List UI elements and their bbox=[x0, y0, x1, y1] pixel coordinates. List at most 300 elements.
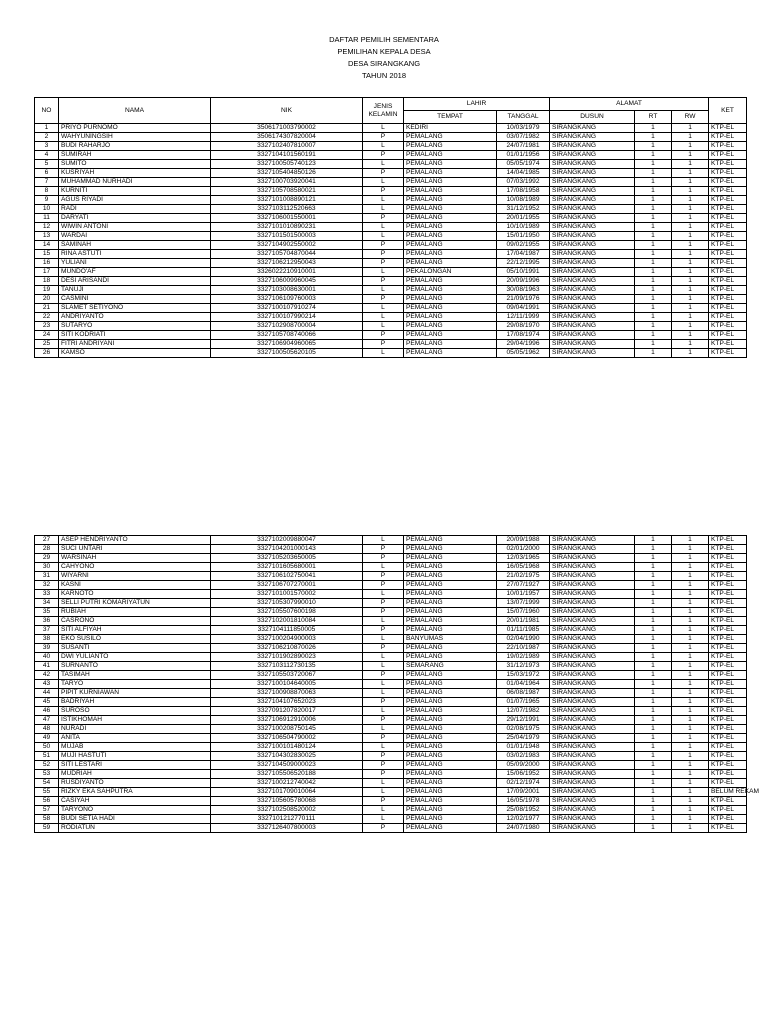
cell-no: 45 bbox=[35, 698, 59, 707]
cell-nama: NURADI bbox=[59, 725, 211, 734]
cell-no: 40 bbox=[35, 653, 59, 662]
cell-dusun: SIRANGKANG bbox=[550, 304, 635, 313]
cell-nama: BADRIYAH bbox=[59, 698, 211, 707]
cell-rw: 1 bbox=[672, 160, 709, 169]
cell-tanggal: 17/08/1974 bbox=[497, 331, 550, 340]
cell-nik: 3327100104640005 bbox=[211, 680, 363, 689]
doc-title-line3: DESA SIRANGKANG bbox=[347, 59, 421, 68]
cell-rw: 1 bbox=[672, 635, 709, 644]
table-row bbox=[35, 662, 747, 671]
cell-tanggal: 27/07/1927 bbox=[497, 581, 550, 590]
cell-rt: 1 bbox=[635, 608, 672, 617]
cell-nik: 3506174307820004 bbox=[211, 133, 363, 142]
table-row bbox=[35, 349, 747, 358]
cell-rw: 1 bbox=[672, 340, 709, 349]
cell-rw: 1 bbox=[672, 716, 709, 725]
cell-rw: 1 bbox=[672, 223, 709, 232]
cell-tanggal: 06/08/1987 bbox=[497, 689, 550, 698]
cell-jk: P bbox=[363, 752, 404, 761]
cell-jk: L bbox=[363, 806, 404, 815]
table-row bbox=[35, 797, 747, 806]
cell-jk: L bbox=[363, 563, 404, 572]
cell-no: 10 bbox=[35, 205, 59, 214]
cell-ket: KTP-EL bbox=[709, 689, 747, 698]
cell-dusun: SIRANGKANG bbox=[550, 797, 635, 806]
cell-ket: KTP-EL bbox=[709, 268, 747, 277]
cell-rw: 1 bbox=[672, 662, 709, 671]
table-row bbox=[35, 268, 747, 277]
cell-rt: 1 bbox=[635, 178, 672, 187]
cell-jk: L bbox=[363, 142, 404, 151]
table-row bbox=[35, 617, 747, 626]
cell-no: 38 bbox=[35, 635, 59, 644]
cell-rw: 1 bbox=[672, 232, 709, 241]
cell-nama: SUTARYO bbox=[59, 322, 211, 331]
cell-tanggal: 10/03/1979 bbox=[497, 124, 550, 133]
cell-jk: P bbox=[363, 241, 404, 250]
cell-jk: L bbox=[363, 268, 404, 277]
cell-no: 22 bbox=[35, 313, 59, 322]
cell-nama: SUMIRAH bbox=[59, 151, 211, 160]
cell-nik: 3327106707270001 bbox=[211, 581, 363, 590]
cell-rt: 1 bbox=[635, 662, 672, 671]
cell-ket: KTP-EL bbox=[709, 142, 747, 151]
col-header-rt: RT bbox=[635, 111, 672, 124]
cell-no: 8 bbox=[35, 187, 59, 196]
cell-rw: 1 bbox=[672, 608, 709, 617]
cell-dusun: SIRANGKANG bbox=[550, 662, 635, 671]
cell-jk: P bbox=[363, 133, 404, 142]
cell-no: 11 bbox=[35, 214, 59, 223]
cell-tempat: KEDIRI bbox=[404, 124, 497, 133]
cell-nama: MUDRIAH bbox=[59, 770, 211, 779]
cell-tanggal: 13/07/1999 bbox=[497, 599, 550, 608]
cell-rw: 1 bbox=[672, 545, 709, 554]
cell-rw: 1 bbox=[672, 322, 709, 331]
cell-tempat: PEMALANG bbox=[404, 752, 497, 761]
table-row bbox=[35, 187, 747, 196]
cell-jk: P bbox=[363, 734, 404, 743]
cell-ket: KTP-EL bbox=[709, 160, 747, 169]
cell-rt: 1 bbox=[635, 725, 672, 734]
cell-tanggal: 01/01/1948 bbox=[497, 743, 550, 752]
cell-rw: 1 bbox=[672, 295, 709, 304]
cell-no: 58 bbox=[35, 815, 59, 824]
cell-tempat: SEMARANG bbox=[404, 662, 497, 671]
cell-nama: WAHYUNINGSIH bbox=[59, 133, 211, 142]
cell-nama: KASNI bbox=[59, 581, 211, 590]
cell-dusun: SIRANGKANG bbox=[550, 340, 635, 349]
cell-tempat: PEMALANG bbox=[404, 680, 497, 689]
cell-ket: KTP-EL bbox=[709, 644, 747, 653]
cell-tanggal: 21/09/1976 bbox=[497, 295, 550, 304]
cell-nik: 3326022210910001 bbox=[211, 268, 363, 277]
cell-jk: L bbox=[363, 322, 404, 331]
cell-tanggal: 24/07/1981 bbox=[497, 142, 550, 151]
cell-rt: 1 bbox=[635, 151, 672, 160]
cell-nama: SURNANTO bbox=[59, 662, 211, 671]
cell-rw: 1 bbox=[672, 572, 709, 581]
cell-rt: 1 bbox=[635, 590, 672, 599]
cell-jk: L bbox=[363, 815, 404, 824]
cell-no: 2 bbox=[35, 133, 59, 142]
table-row bbox=[35, 752, 747, 761]
cell-jk: L bbox=[363, 349, 404, 358]
cell-nama: PRIYO PURNOMO bbox=[59, 124, 211, 133]
cell-dusun: SIRANGKANG bbox=[550, 160, 635, 169]
cell-nama: TARYONO bbox=[59, 806, 211, 815]
cell-ket: KTP-EL bbox=[709, 626, 747, 635]
cell-nik: 3327103008630001 bbox=[211, 286, 363, 295]
cell-nama: SITI LESTARI bbox=[59, 761, 211, 770]
cell-nik: 3327104302830025 bbox=[211, 752, 363, 761]
cell-jk: P bbox=[363, 716, 404, 725]
cell-nik: 3327101001570002 bbox=[211, 590, 363, 599]
table-row bbox=[35, 725, 747, 734]
cell-nama: KAMSO bbox=[59, 349, 211, 358]
table-row bbox=[35, 295, 747, 304]
voter-rows-part2 bbox=[35, 536, 759, 833]
cell-nik: 3327100101480124 bbox=[211, 743, 363, 752]
table-row bbox=[35, 761, 747, 770]
cell-nama: RUBIAH bbox=[59, 608, 211, 617]
cell-nama: DWI YULIANTO bbox=[59, 653, 211, 662]
cell-dusun: SIRANGKANG bbox=[550, 205, 635, 214]
cell-ket: KTP-EL bbox=[709, 340, 747, 349]
cell-tanggal: 20/01/1981 bbox=[497, 617, 550, 626]
cell-rw: 1 bbox=[672, 536, 709, 545]
cell-nik: 3327101902890023 bbox=[211, 653, 363, 662]
cell-ket: KTP-EL bbox=[709, 214, 747, 223]
cell-tanggal: 21/02/1975 bbox=[497, 572, 550, 581]
cell-tanggal: 02/08/1975 bbox=[497, 725, 550, 734]
cell-tanggal: 01/11/1985 bbox=[497, 626, 550, 635]
cell-dusun: SIRANGKANG bbox=[550, 169, 635, 178]
cell-no: 43 bbox=[35, 680, 59, 689]
cell-tanggal: 20/01/1955 bbox=[497, 214, 550, 223]
table-row bbox=[35, 689, 747, 698]
cell-jk: L bbox=[363, 304, 404, 313]
table-row bbox=[35, 124, 747, 133]
cell-rw: 1 bbox=[672, 824, 709, 833]
cell-no: 32 bbox=[35, 581, 59, 590]
cell-dusun: SIRANGKANG bbox=[550, 734, 635, 743]
cell-rw: 1 bbox=[672, 563, 709, 572]
cell-rw: 1 bbox=[672, 707, 709, 716]
cell-no: 25 bbox=[35, 340, 59, 349]
cell-jk: L bbox=[363, 662, 404, 671]
cell-jk: P bbox=[363, 599, 404, 608]
cell-tanggal: 20/09/1988 bbox=[497, 536, 550, 545]
cell-no: 21 bbox=[35, 304, 59, 313]
cell-rw: 1 bbox=[672, 169, 709, 178]
cell-jk: L bbox=[363, 536, 404, 545]
cell-nama: WIWIN ANTONI bbox=[59, 223, 211, 232]
cell-jk: L bbox=[363, 232, 404, 241]
cell-nik: 3327104902550002 bbox=[211, 241, 363, 250]
cell-ket: KTP-EL bbox=[709, 725, 747, 734]
cell-nik: 3327105605780068 bbox=[211, 797, 363, 806]
cell-jk: P bbox=[363, 671, 404, 680]
cell-dusun: SIRANGKANG bbox=[550, 815, 635, 824]
cell-rw: 1 bbox=[672, 250, 709, 259]
cell-tanggal: 29/08/1970 bbox=[497, 322, 550, 331]
cell-nik: 3327105708740066 bbox=[211, 331, 363, 340]
cell-no: 35 bbox=[35, 608, 59, 617]
cell-rt: 1 bbox=[635, 815, 672, 824]
cell-tempat: PEMALANG bbox=[404, 599, 497, 608]
cell-tanggal: 14/04/1985 bbox=[497, 169, 550, 178]
cell-jk: P bbox=[363, 761, 404, 770]
cell-jk: P bbox=[363, 770, 404, 779]
cell-dusun: SIRANGKANG bbox=[550, 250, 635, 259]
cell-rw: 1 bbox=[672, 214, 709, 223]
cell-tempat: PEMALANG bbox=[404, 205, 497, 214]
cell-nama: SLAMET SETIYONO bbox=[59, 304, 211, 313]
cell-nama: AGUS RIYADI bbox=[59, 196, 211, 205]
cell-jk: P bbox=[363, 331, 404, 340]
cell-rt: 1 bbox=[635, 653, 672, 662]
cell-rw: 1 bbox=[672, 133, 709, 142]
table-row bbox=[35, 824, 747, 833]
cell-ket: KTP-EL bbox=[709, 241, 747, 250]
cell-rt: 1 bbox=[635, 680, 672, 689]
cell-tempat: PEMALANG bbox=[404, 797, 497, 806]
cell-dusun: SIRANGKANG bbox=[550, 716, 635, 725]
cell-jk: L bbox=[363, 725, 404, 734]
cell-tanggal: 31/12/1952 bbox=[497, 205, 550, 214]
cell-no: 56 bbox=[35, 797, 59, 806]
cell-tempat: PEMALANG bbox=[404, 671, 497, 680]
cell-nama: RUSDIYANTO bbox=[59, 779, 211, 788]
cell-tanggal: 10/08/1989 bbox=[497, 196, 550, 205]
table-row bbox=[35, 536, 747, 545]
cell-ket: KTP-EL bbox=[709, 698, 747, 707]
cell-ket: KTP-EL bbox=[709, 680, 747, 689]
cell-tanggal: 29/04/1996 bbox=[497, 340, 550, 349]
cell-nik: 3327103112730135 bbox=[211, 662, 363, 671]
cell-rw: 1 bbox=[672, 241, 709, 250]
cell-tempat: PEMALANG bbox=[404, 824, 497, 833]
table-row bbox=[35, 653, 747, 662]
cell-tempat: PEMALANG bbox=[404, 554, 497, 563]
cell-nama: MUHAMMAD NURHADI bbox=[59, 178, 211, 187]
table-row bbox=[35, 698, 747, 707]
cell-dusun: SIRANGKANG bbox=[550, 268, 635, 277]
cell-dusun: SIRANGKANG bbox=[550, 689, 635, 698]
cell-dusun: SIRANGKANG bbox=[550, 806, 635, 815]
cell-tanggal: 17/04/1987 bbox=[497, 250, 550, 259]
cell-rw: 1 bbox=[672, 806, 709, 815]
cell-no: 52 bbox=[35, 761, 59, 770]
cell-nama: WIYARNI bbox=[59, 572, 211, 581]
cell-ket: KTP-EL bbox=[709, 178, 747, 187]
table-row bbox=[35, 250, 747, 259]
cell-tempat: PEMALANG bbox=[404, 241, 497, 250]
cell-rt: 1 bbox=[635, 169, 672, 178]
cell-tanggal: 02/12/1974 bbox=[497, 779, 550, 788]
cell-nik: 3327106212950043 bbox=[211, 259, 363, 268]
table-row bbox=[35, 304, 747, 313]
voter-rows-part1 bbox=[35, 124, 747, 358]
cell-tanggal: 05/09/2000 bbox=[497, 761, 550, 770]
cell-dusun: SIRANGKANG bbox=[550, 743, 635, 752]
cell-tanggal: 12/02/1977 bbox=[497, 815, 550, 824]
cell-nama: KUSRIYAH bbox=[59, 169, 211, 178]
col-header-ket: KET bbox=[709, 98, 747, 124]
table-row bbox=[35, 644, 747, 653]
table-row bbox=[35, 590, 747, 599]
cell-nik: 3327104101560191 bbox=[211, 151, 363, 160]
cell-rw: 1 bbox=[672, 743, 709, 752]
cell-tempat: PEMALANG bbox=[404, 716, 497, 725]
cell-tanggal: 01/04/1964 bbox=[497, 680, 550, 689]
cell-tanggal: 16/05/1978 bbox=[497, 797, 550, 806]
cell-jk: L bbox=[363, 617, 404, 626]
cell-rw: 1 bbox=[672, 734, 709, 743]
cell-rt: 1 bbox=[635, 196, 672, 205]
cell-ket: KTP-EL bbox=[709, 716, 747, 725]
cell-nik: 3327102908700004 bbox=[211, 322, 363, 331]
cell-tempat: PEMALANG bbox=[404, 331, 497, 340]
table-row bbox=[35, 241, 747, 250]
cell-ket: KTP-EL bbox=[709, 304, 747, 313]
cell-no: 5 bbox=[35, 160, 59, 169]
cell-rt: 1 bbox=[635, 698, 672, 707]
cell-nama: ANITA bbox=[59, 734, 211, 743]
cell-jk: P bbox=[363, 644, 404, 653]
cell-no: 37 bbox=[35, 626, 59, 635]
cell-dusun: SIRANGKANG bbox=[550, 142, 635, 151]
cell-tempat: PEMALANG bbox=[404, 169, 497, 178]
cell-jk: P bbox=[363, 277, 404, 286]
table-row bbox=[35, 608, 747, 617]
cell-rt: 1 bbox=[635, 223, 672, 232]
cell-rt: 1 bbox=[635, 824, 672, 833]
cell-rw: 1 bbox=[672, 815, 709, 824]
cell-ket: KTP-EL bbox=[709, 259, 747, 268]
cell-ket: KTP-EL bbox=[709, 599, 747, 608]
cell-dusun: SIRANGKANG bbox=[550, 644, 635, 653]
cell-dusun: SIRANGKANG bbox=[550, 653, 635, 662]
cell-tanggal: 15/03/1972 bbox=[497, 671, 550, 680]
cell-rw: 1 bbox=[672, 644, 709, 653]
cell-nama: SAMINAH bbox=[59, 241, 211, 250]
table-row bbox=[35, 169, 747, 178]
cell-dusun: SIRANGKANG bbox=[550, 259, 635, 268]
cell-tanggal: 22/10/1987 bbox=[497, 644, 550, 653]
cell-rw: 1 bbox=[672, 304, 709, 313]
cell-no: 9 bbox=[35, 196, 59, 205]
cell-ket: KTP-EL bbox=[709, 671, 747, 680]
cell-dusun: SIRANGKANG bbox=[550, 214, 635, 223]
cell-nik: 3327126407800003 bbox=[211, 824, 363, 833]
cell-tempat: PEMALANG bbox=[404, 689, 497, 698]
cell-rw: 1 bbox=[672, 770, 709, 779]
cell-ket: KTP-EL bbox=[709, 590, 747, 599]
table-row bbox=[35, 572, 747, 581]
table-row bbox=[35, 133, 747, 142]
cell-nik: 3327102009880047 bbox=[211, 536, 363, 545]
cell-nama: SUMITO bbox=[59, 160, 211, 169]
cell-jk: L bbox=[363, 178, 404, 187]
cell-tempat: PEMALANG bbox=[404, 788, 497, 797]
cell-dusun: SIRANGKANG bbox=[550, 232, 635, 241]
cell-nik: 3327100505620105 bbox=[211, 349, 363, 358]
cell-rw: 1 bbox=[672, 554, 709, 563]
cell-tempat: PEMALANG bbox=[404, 617, 497, 626]
cell-no: 39 bbox=[35, 644, 59, 653]
cell-nama: MUNDO'AF bbox=[59, 268, 211, 277]
cell-ket: KTP-EL bbox=[709, 563, 747, 572]
cell-tempat: PEMALANG bbox=[404, 142, 497, 151]
col-header-tanggal: TANGGAL bbox=[497, 111, 550, 124]
table-row bbox=[35, 232, 747, 241]
cell-dusun: SIRANGKANG bbox=[550, 277, 635, 286]
cell-tanggal: 03/02/1983 bbox=[497, 752, 550, 761]
cell-nik: 3327106102750041 bbox=[211, 572, 363, 581]
cell-jk: P bbox=[363, 169, 404, 178]
cell-tanggal: 16/05/1968 bbox=[497, 563, 550, 572]
cell-rw: 1 bbox=[672, 268, 709, 277]
cell-rw: 1 bbox=[672, 779, 709, 788]
table-row bbox=[35, 680, 747, 689]
cell-dusun: SIRANGKANG bbox=[550, 554, 635, 563]
col-header-nama: NAMA bbox=[59, 98, 211, 124]
table-row bbox=[35, 178, 747, 187]
cell-tanggal: 15/07/1960 bbox=[497, 608, 550, 617]
cell-nama: CASMINI bbox=[59, 295, 211, 304]
cell-nama: CAHYONO bbox=[59, 563, 211, 572]
cell-no: 12 bbox=[35, 223, 59, 232]
cell-ket: KTP-EL bbox=[709, 707, 747, 716]
cell-jk: P bbox=[363, 608, 404, 617]
cell-tempat: PEMALANG bbox=[404, 608, 497, 617]
cell-nama: ISTIKHOMAH bbox=[59, 716, 211, 725]
cell-rt: 1 bbox=[635, 689, 672, 698]
cell-tanggal: 01/01/1956 bbox=[497, 151, 550, 160]
cell-nik: 3327105507600198 bbox=[211, 608, 363, 617]
cell-ket: KTP-EL bbox=[709, 770, 747, 779]
cell-nama: TARYO bbox=[59, 680, 211, 689]
cell-rw: 1 bbox=[672, 788, 709, 797]
cell-no: 30 bbox=[35, 563, 59, 572]
cell-ket: KTP-EL bbox=[709, 824, 747, 833]
cell-nik: 3327106904960065 bbox=[211, 340, 363, 349]
cell-rt: 1 bbox=[635, 259, 672, 268]
col-header-alamat: ALAMAT bbox=[550, 98, 709, 111]
cell-dusun: SIRANGKANG bbox=[550, 223, 635, 232]
cell-rt: 1 bbox=[635, 761, 672, 770]
cell-rt: 1 bbox=[635, 214, 672, 223]
cell-nama: PIPIT KURNIAWAN bbox=[59, 689, 211, 698]
cell-jk: L bbox=[363, 223, 404, 232]
cell-nama: BUDI SETIA HADI bbox=[59, 815, 211, 824]
cell-ket: KTP-EL bbox=[709, 797, 747, 806]
cell-jk: L bbox=[363, 196, 404, 205]
cell-jk: P bbox=[363, 250, 404, 259]
cell-rw: 1 bbox=[672, 151, 709, 160]
cell-tanggal: 01/07/1965 bbox=[497, 698, 550, 707]
table-row bbox=[35, 340, 747, 349]
cell-rt: 1 bbox=[635, 232, 672, 241]
table-row bbox=[35, 599, 747, 608]
cell-tempat: PEMALANG bbox=[404, 232, 497, 241]
cell-tempat: PEMALANG bbox=[404, 322, 497, 331]
cell-rw: 1 bbox=[672, 671, 709, 680]
cell-tempat: PEMALANG bbox=[404, 304, 497, 313]
cell-no: 31 bbox=[35, 572, 59, 581]
